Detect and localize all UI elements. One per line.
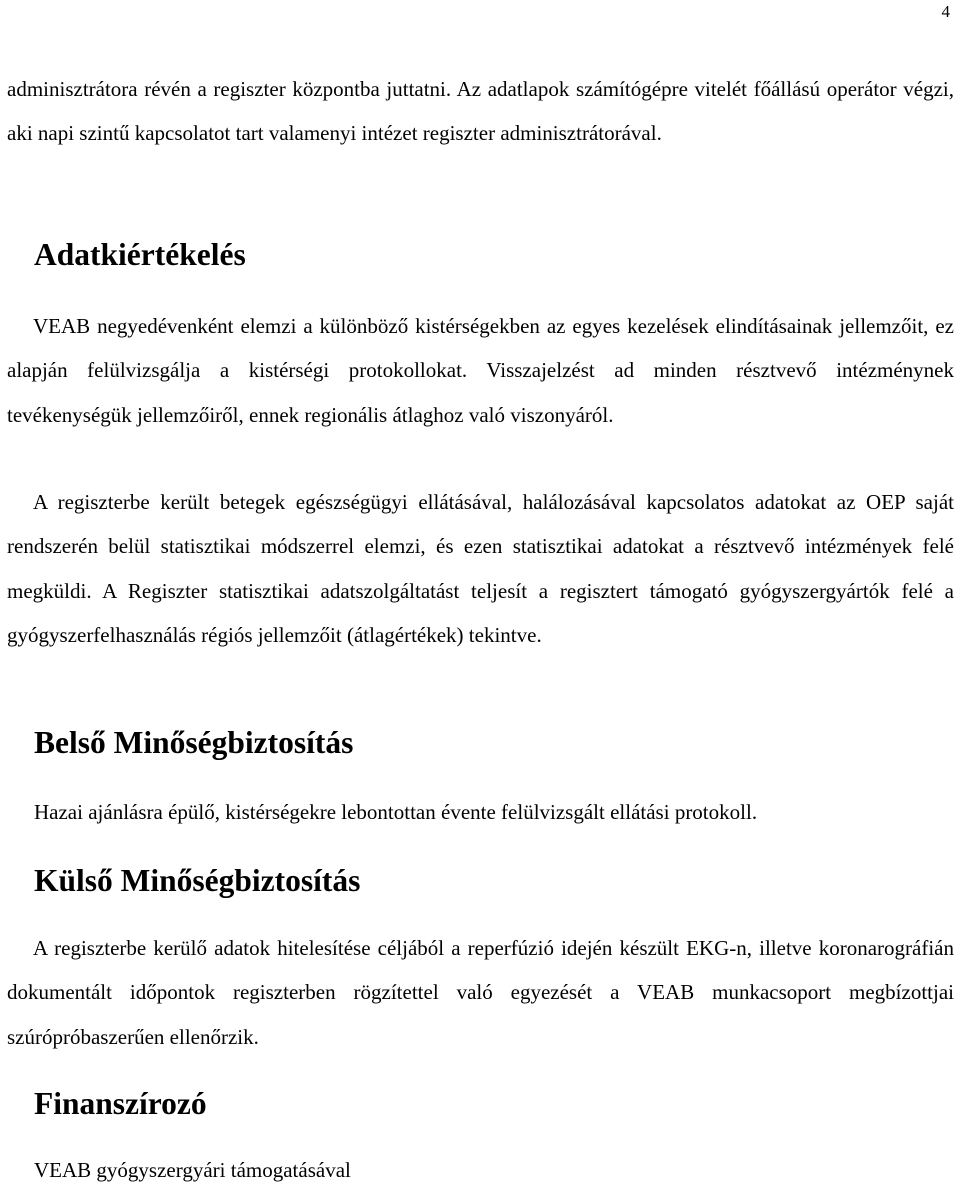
paragraph-finanszirozo: VEAB gyógyszergyári támogatásával — [34, 1158, 351, 1182]
paragraph-adatkiertekeles-1: VEAB negyedévenként elemzi a különböző kistérségekben az egyes kezelések elindításainak jellemzőit, ez alapján felülvizsgálja a kistérségi protokollokat. Visszajelzést ad minden résztvevő intézménynek tevékenységük jellemzőiről, ennek regionális átlaghoz való viszonyáról. — [7, 314, 954, 427]
paragraph-adatkiertekeles-2: A regiszterbe került betegek egészségügyi ellátásával, halálozásával kapcsolatos adatokat az OEP saját rendszerén belül statisztikai módszerrel elemzi, és ezen statisztikai adatokat a résztvevő intézmények felé megküldi. A Regiszter statisztikai adatszolgáltatást teljesít a regisztert támogató gyógyszergyártók felé a gyógyszerfelhasználás régiós jellemzőit (átlagértékek) tekintve. — [7, 490, 954, 648]
heading-belso-minosegbiztositas: Belső Minőségbiztosítás — [34, 725, 354, 760]
paragraph-kulso-minosegbiztositas: A regiszterbe kerülő adatok hitelesítése céljából a reperfúzió idején készült EKG-n, illetve koronarográfián dokumentált időpontok regiszterben rögzítettel való egyezését a VEAB munkacsoport megbízottjai szúrópróbaszerűen ellenőrzik. — [7, 936, 954, 1049]
heading-adatkiertekeles: Adatkiértékelés — [34, 237, 246, 272]
paragraph-belso-minosegbiztositas: Hazai ajánlásra épülő, kistérségekre lebontottan évente felülvizsgált ellátási protokoll. — [34, 800, 758, 824]
heading-finanszirozo: Finanszírozó — [34, 1086, 207, 1121]
intro-paragraph: adminisztrátora révén a regiszter központba juttatni. Az adatlapok számítógépre vitelét főállású operátor végzi, aki napi szintű kapcsolatot tart valamenyi intézet regiszter adminisztrátorával. — [7, 77, 954, 146]
page-number: 4 — [941, 2, 950, 21]
heading-kulso-minosegbiztositas: Külső Minőségbiztosítás — [34, 863, 361, 898]
